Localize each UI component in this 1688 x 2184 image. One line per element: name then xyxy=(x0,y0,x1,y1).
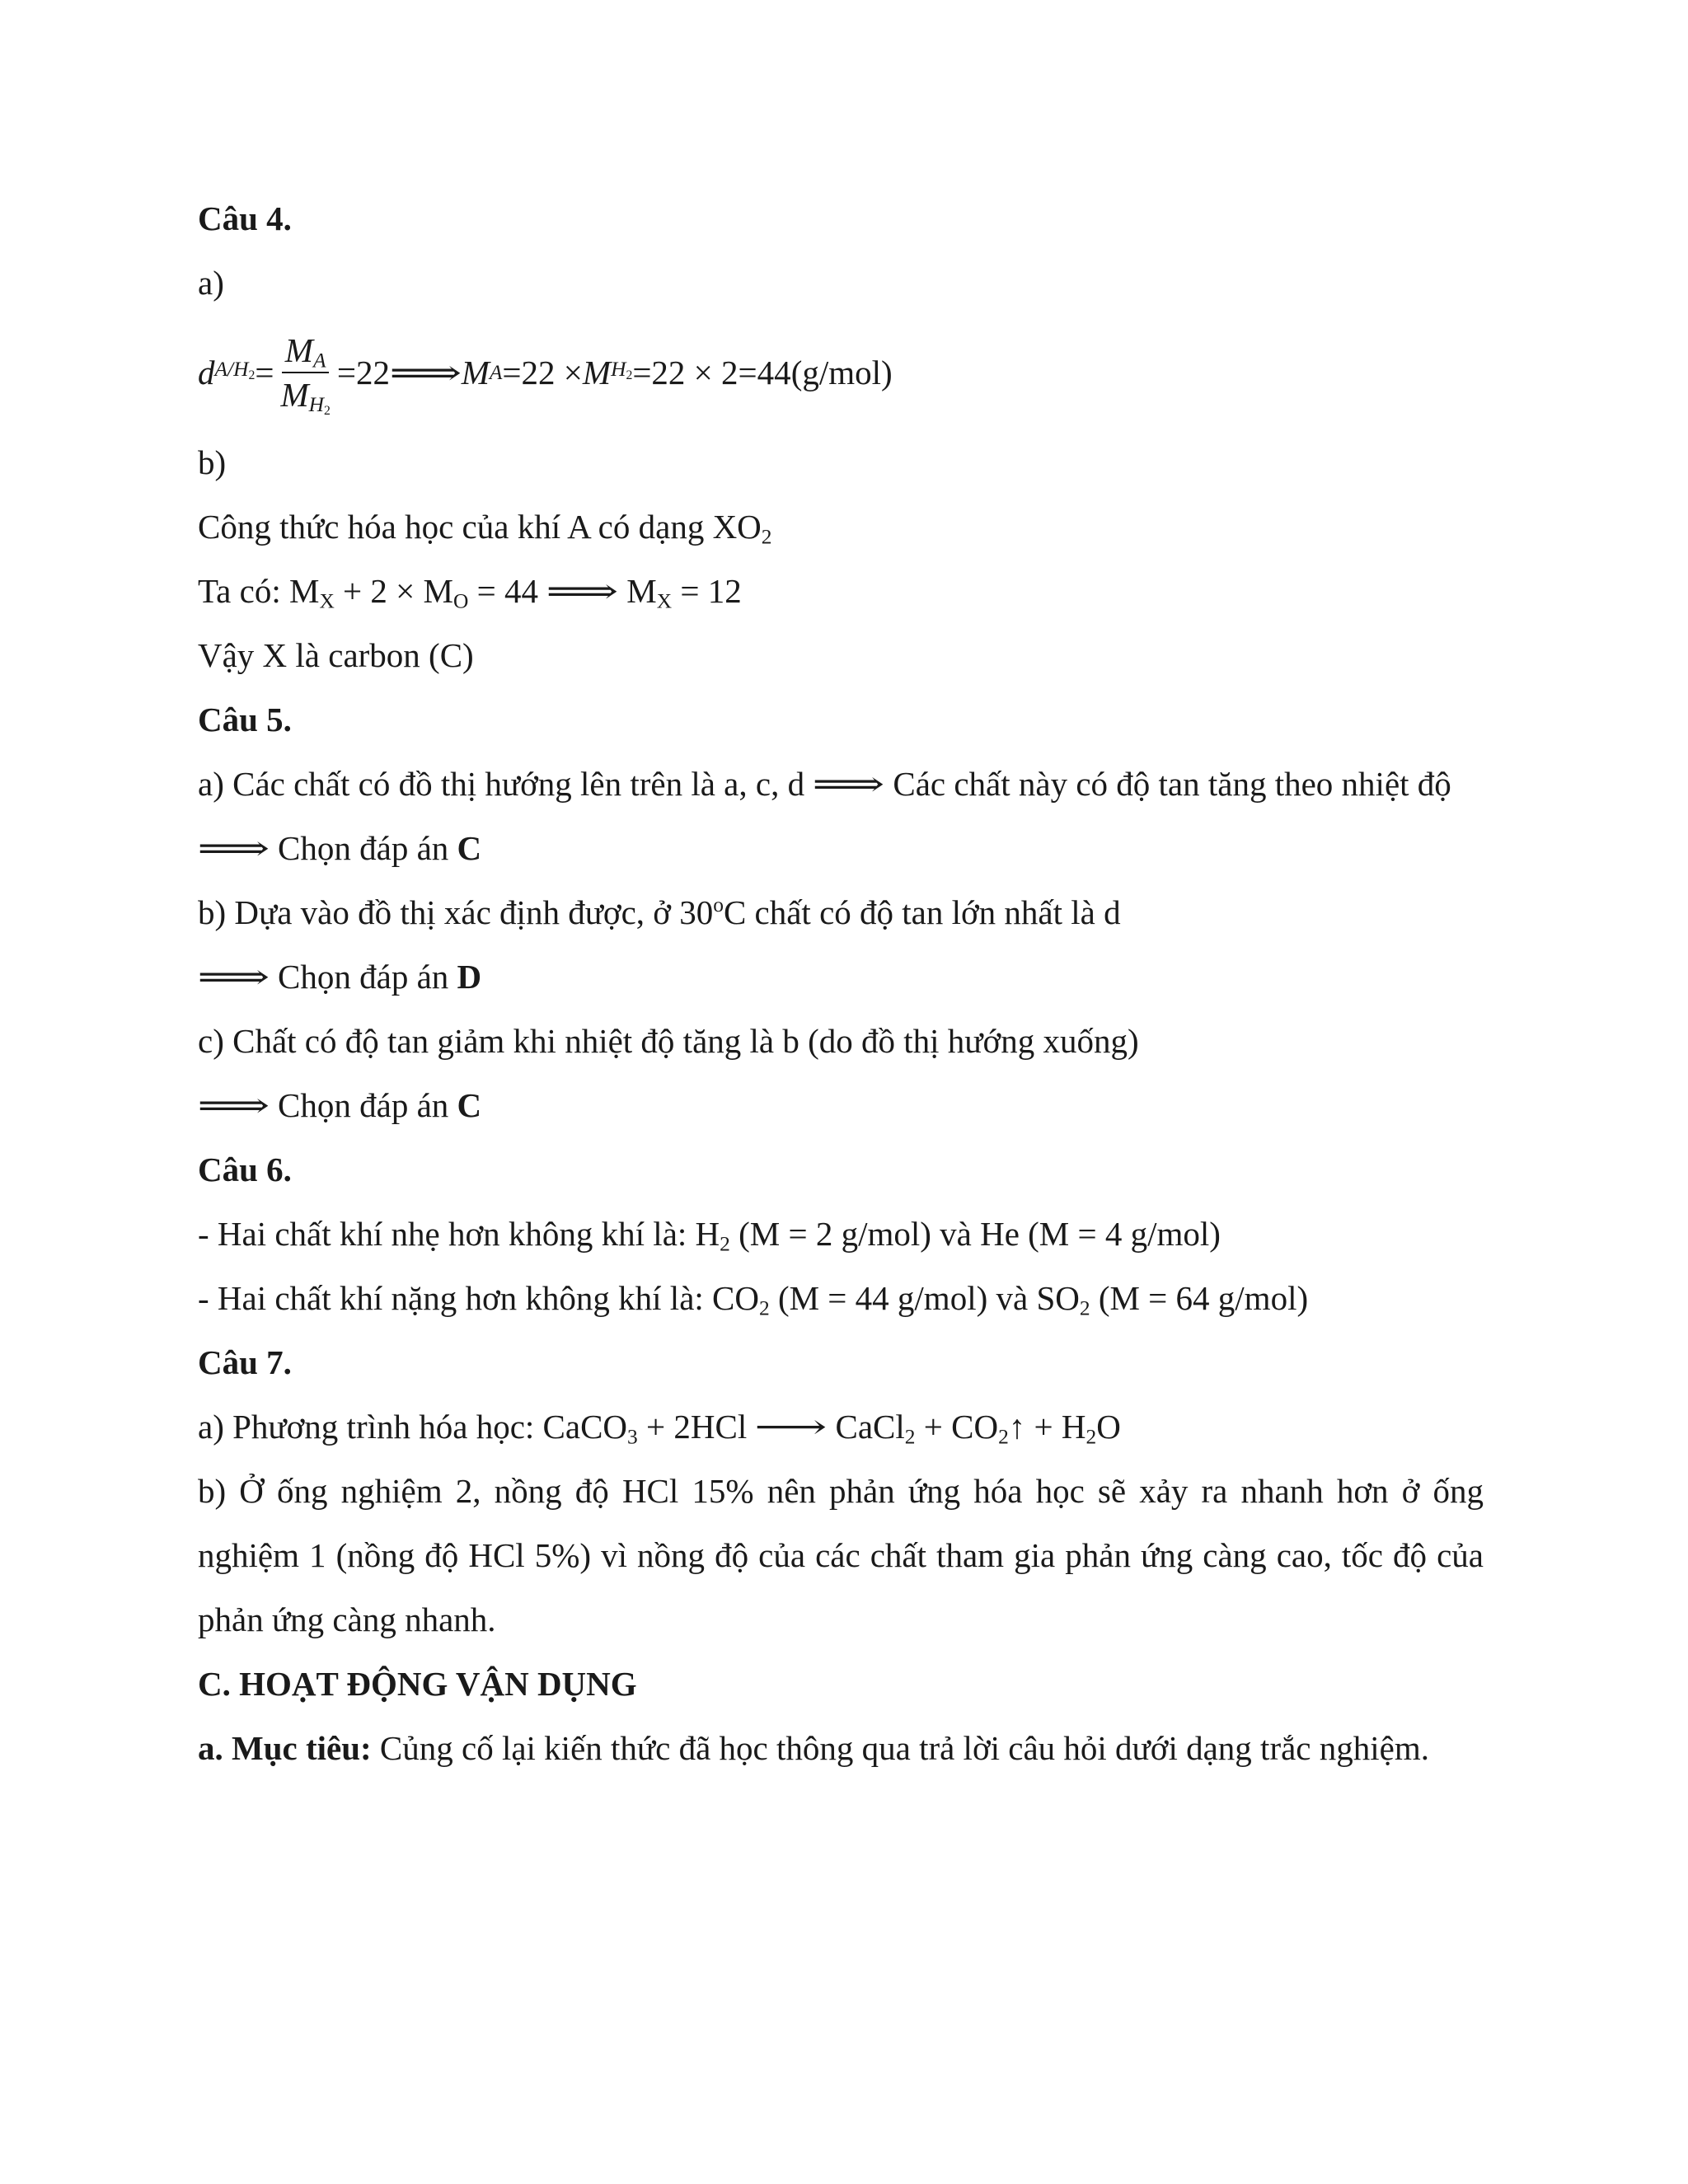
q5-title: Câu 5. xyxy=(198,701,292,738)
q6-line1: - Hai chất khí nhẹ hơn không khí là: $H_2$ (M = 2 g/mol) và He (M = 4 g/mol) xyxy=(198,1215,1221,1256)
implies-arrow-icon: ⟹ xyxy=(197,958,270,996)
formula-eq2: =22 xyxy=(336,354,390,391)
q4-title: Câu 4. xyxy=(198,199,292,237)
q6-title: Câu 6. xyxy=(198,1151,292,1188)
q5-c-answer: ⟹ Chọn đáp án C xyxy=(198,1073,1484,1137)
q5-a-answer: ⟹ Chọn đáp án C xyxy=(198,816,1484,880)
q4-b-line3: Vậy X là carbon (C) xyxy=(198,636,474,674)
q5-c-text: c) Chất có độ tan giảm khi nhiệt độ tăng là b (do đồ thị hướng xuống) xyxy=(198,1022,1139,1060)
q5-b-text: b) Dựa vào đồ thị xác định được, ở 30$^o$C chất có độ tan lớn nhất là d xyxy=(198,893,1121,931)
formula-eq1: = xyxy=(255,354,274,391)
section-c-goal: a. Mục tiêu: Củng cố lại kiến thức đã học thông qua trả lời câu hỏi dưới dạng trắc nghiệm. xyxy=(198,1729,1429,1767)
formula-m3: M xyxy=(582,354,612,391)
implies-arrow-icon: ⟹ xyxy=(197,1086,270,1124)
formula-d: d xyxy=(198,354,215,391)
implies-arrow-icon: ⟹ xyxy=(812,765,885,803)
fraction-numerator: $M_A$ xyxy=(282,332,330,373)
fraction-denominator: $M_{H_2}$ xyxy=(280,376,331,419)
density-formula: d $A/H_2$ = $\frac{M_A}{M_{H_2}}$ =22 ⟹ M A =22 × M $H_2$ =22 × 2=44 (g/mol) xyxy=(198,331,893,419)
q4-a-label: a) xyxy=(198,264,224,302)
q5-a-text: a) Các chất có đồ thị hướng lên trên là a, c, d ⟹ Các chất này có độ tan tăng theo nhiệt độ xyxy=(198,752,1484,816)
implies-arrow-icon: ⟹ xyxy=(389,354,462,391)
gas-up-arrow-icon: ↑ xyxy=(1008,1408,1026,1446)
q4-b-label: b) xyxy=(198,443,227,481)
section-c-title: C. HOẠT ĐỘNG VẬN DỤNG xyxy=(198,1665,637,1703)
q4-b-line1: Công thức hóa học của khí A có dạng $XO_2$ xyxy=(198,508,772,549)
document-page xyxy=(198,186,1484,1780)
q7-b-text: b) Ở ống nghiệm 2, nồng độ HCl 15% nên phản ứng hóa học sẽ xảy ra nhanh hơn ở ống nghiệm 1 (nồng độ HCl 5%) vì nồng độ của các chất tham gia phản ứng càng cao, tốc độ của phản ứng càng nhanh. xyxy=(198,1472,1484,1638)
q4-b-line2: Ta có: $M_X + 2 \times M_O = 44$ ⟹ $M_X = 12$ xyxy=(198,559,1484,623)
formula-fraction xyxy=(277,331,333,419)
formula-m2: M xyxy=(461,354,490,391)
formula-eq3: =22 × xyxy=(502,354,583,391)
q7-a-equation: a) Phương trình hóa học: CaCO$_3$ + 2HCl ⟶ CaCl$_2$ + $CO_2↑ + H_2O$ xyxy=(198,1394,1484,1459)
formula-eq4: =22 × 2=44 xyxy=(632,354,791,391)
formula-d-sub2: 2 xyxy=(248,368,256,382)
formula-d-sub: A/H xyxy=(214,358,249,382)
reaction-arrow-icon: ⟶ xyxy=(754,1408,828,1446)
q5-b-answer: ⟹ Chọn đáp án D xyxy=(198,944,1484,1009)
formula-unit: (g/mol) xyxy=(790,354,893,391)
q6-line2: - Hai chất khí nặng hơn không khí là: $CO_2$ (M = 44 g/mol) và $SO_2$ (M = 64 g/mol) xyxy=(198,1279,1309,1320)
implies-arrow-icon: ⟹ xyxy=(197,829,270,867)
implies-arrow-icon: ⟹ xyxy=(546,572,619,610)
q7-title: Câu 7. xyxy=(198,1343,292,1381)
